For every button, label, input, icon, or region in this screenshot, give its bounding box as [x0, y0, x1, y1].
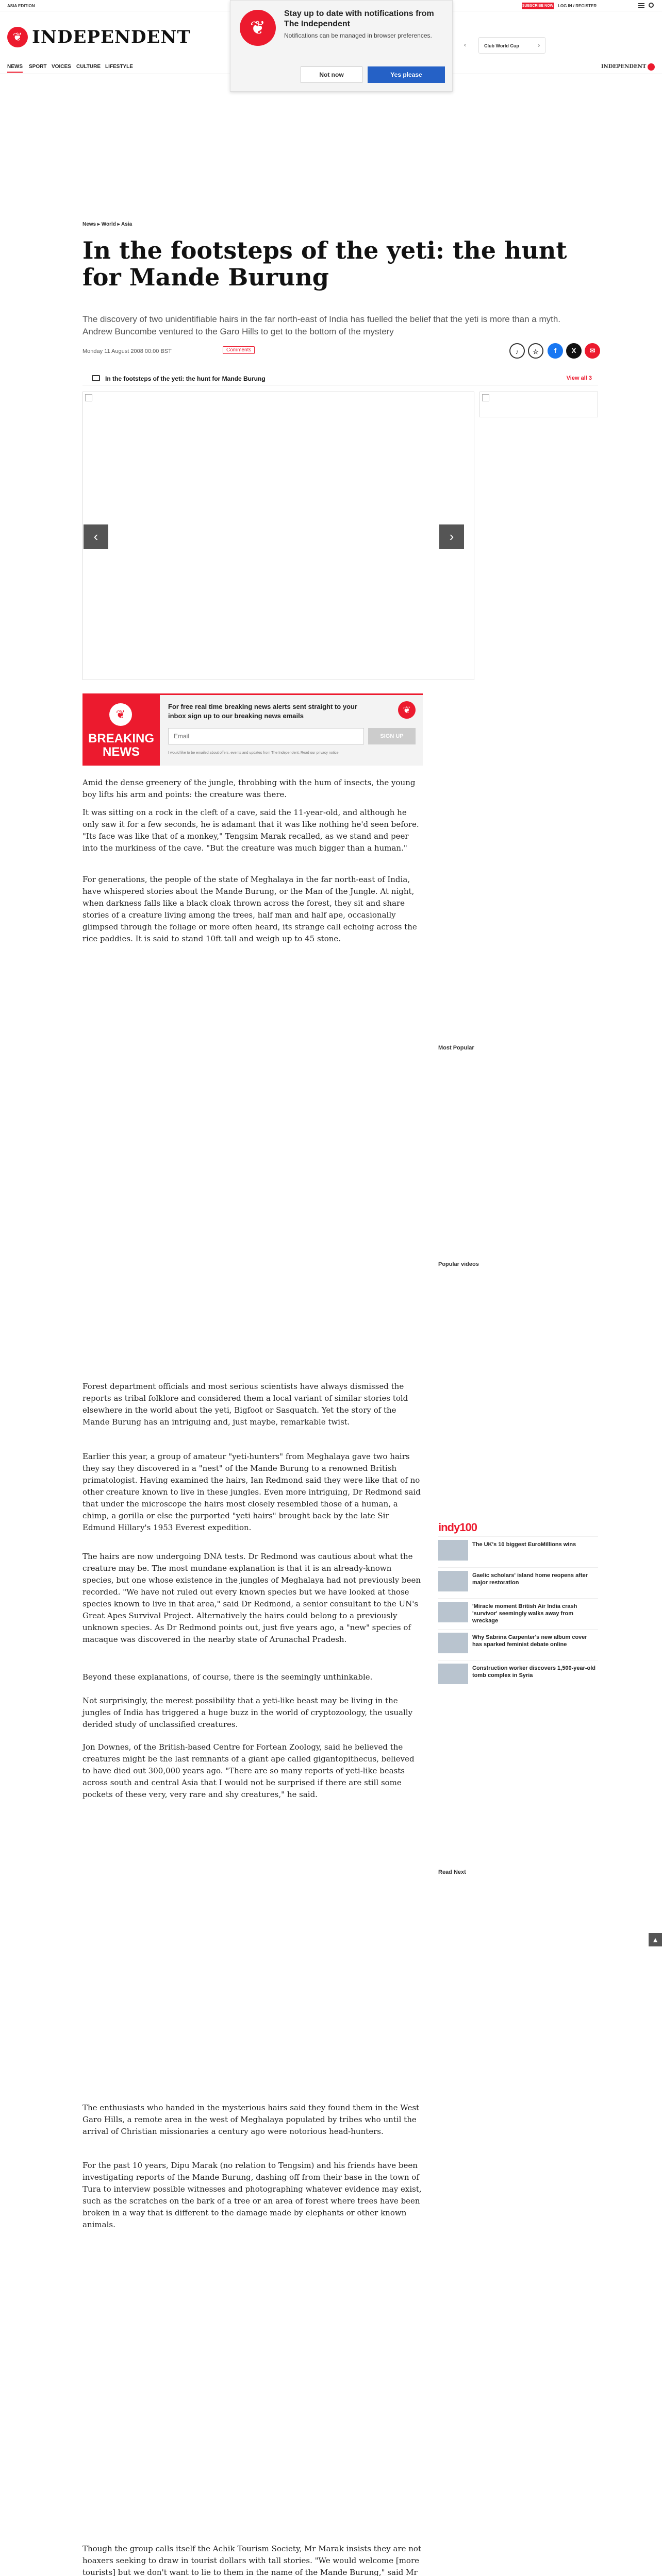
chevron-right-icon: ›: [538, 43, 540, 48]
gallery-prev-button[interactable]: ‹: [84, 524, 108, 549]
article-thumbnail: [438, 1602, 468, 1622]
gallery-main-image[interactable]: [82, 392, 474, 680]
list-item-title: Gaelic scholars' island home reopens after major restoration: [472, 1572, 588, 1586]
notification-body: Notifications can be managed in browser preferences.: [284, 32, 432, 39]
not-now-button[interactable]: Not now: [301, 66, 362, 83]
page-title: In the footsteps of the yeti: the hunt for Mande Burung: [82, 236, 567, 291]
eagle-logo-icon[interactable]: ❦: [7, 27, 28, 47]
subscribe-button[interactable]: SUBSCRIBE NOW: [522, 3, 554, 9]
feedback-icon[interactable]: ▲: [649, 1933, 662, 1946]
list-item[interactable]: [438, 1598, 598, 1625]
sticky-eagle-icon[interactable]: [648, 63, 655, 71]
body-paragraph: Not surprisingly, the merest possibility that a yeti-like beast may be living in the jungles of India has triggered a huge buzz in the world of cryptozoology, the usually derided study of unclassified creatures.: [82, 1696, 413, 1729]
list-item[interactable]: [438, 1536, 598, 1563]
facebook-share-icon[interactable]: f: [548, 343, 563, 359]
list-item[interactable]: [438, 1567, 598, 1594]
body-paragraph: Forest department officials and most serious scientists have always dismissed the reports as tribal folklore and considered them a local variant of similar stories told elsewhere in the world about the yeti, Bigfoot or Sasquatch. Yet the story of the Mande Burung has an intriguing and, just maybe, remarkable twist.: [82, 1382, 408, 1427]
indy100-logo[interactable]: [438, 1521, 477, 1534]
body-paragraph: Amid the dense greenery of the jungle, throbbing with the hum of insects, the young boy lifts his arm and points: the creature was there.: [82, 778, 416, 799]
notification-prompt: [230, 0, 453, 92]
body-paragraph: Though the group calls itself the Achik Tourism Society, Mr Marak insists they are not hoaxers seeking to draw in tourist dollars with tall stories. "We would welcome [more tourists] but we don't want to lie to them in the name of the Mande Burung," said Mr: [82, 2544, 421, 2576]
eagle-logo-icon: ❦: [109, 703, 132, 726]
gallery-title: In the footsteps of the yeti: the hunt for Mande Burung: [105, 375, 266, 382]
body-paragraph: Jon Downes, of the British-based Centre for Fortean Zoology, said he believed the creatures might be the last remnants of a giant ape called gigantopithecus, believed to have died out 300,000 years ago. "There are so many reports of yeti-like beasts across south and central Asia that I would not be surprised if there are still some pockets of these very, very rare and shy creatures," he said.: [82, 1742, 415, 1799]
gallery-thumbnail[interactable]: [479, 392, 598, 417]
search-icon[interactable]: [649, 3, 654, 8]
eagle-logo-icon: ❦: [398, 701, 416, 719]
article-thumbnail: [438, 1664, 468, 1684]
bookmark-icon[interactable]: ☆: [528, 343, 543, 359]
listen-icon[interactable]: ♪: [509, 343, 525, 359]
yes-please-button[interactable]: Yes please: [368, 66, 445, 83]
breadcrumb[interactable]: News ▸ World ▸ Asia: [82, 222, 133, 227]
signup-title: For free real time breaking news alerts sent straight to your inbox sign up to our breaking news emails: [168, 703, 357, 720]
body-paragraph: Beyond these explanations, of course, there is the seemingly unthinkable.: [82, 1672, 373, 1682]
broken-image-icon: [85, 394, 92, 401]
view-all-link[interactable]: View all 3: [566, 375, 592, 381]
body-paragraph: It was sitting on a rock in the cleft of a cave, said the 11-year-old, and although he only saw it for a few seconds, he is adamant that it was like nothing he'd seen before. "Its face was like that of a monkey," Tengsim Marak recalled, as we stand and peer into the murkiness of the cave. "But the creature was much bigger than a human.": [82, 808, 419, 853]
x-share-icon[interactable]: X: [566, 343, 582, 359]
standfirst: The discovery of two unidentifiable hairs in the far north-east of India has fuelled the belief that the yeti is more than a myth. Andrew Buncombe ventured to the Garo Hills to get to the bottom of the mystery: [82, 314, 561, 336]
list-item[interactable]: [438, 1660, 598, 1687]
body-paragraph: The enthusiasts who handed in the mysterious hairs said they found them in the West Garo Hills, a remote area in the west of Meghalaya populated by tribes who until the arrival of Christian missionaries a century ago were notorious head-hunters.: [82, 2103, 420, 2136]
body-paragraph: Earlier this year, a group of amateur "yeti-hunters" from Meghalaya gave two hairs they say they discovered in a "nest" of the Mande Burung to a renowned British primatologist. Having examined the hairs, Ian Redmond said they were like that of no other creature known to live in these jungles. Even more intriguing, Dr Redmond said that under the microscope the hairs most closely resembled those of a human, a chimp, a gorilla or else the purported "yeti hairs" brought back by the late Sir Edmund Hillary's 1953 Everest expedition.: [82, 1452, 421, 1532]
email-share-icon[interactable]: ✉: [585, 343, 600, 359]
publish-date: Monday 11 August 2008 00:00 BST: [82, 348, 172, 354]
sticky-logo[interactable]: INDEPENDENT: [601, 64, 647, 70]
list-item-title: The UK's 10 biggest EuroMillions wins: [472, 1541, 576, 1548]
nav-item-sport[interactable]: SPORT: [29, 64, 47, 70]
menu-icon[interactable]: [638, 3, 644, 8]
notification-title: Stay up to date with notifications from The Independent: [284, 9, 434, 28]
most-popular-heading: Most Popular: [438, 1045, 474, 1051]
nav-item-lifestyle[interactable]: LIFESTYLE: [105, 64, 133, 70]
breaking-news-badge: [82, 695, 160, 766]
world-cup-widget[interactable]: [478, 37, 545, 54]
popular-videos-heading: Popular videos: [438, 1261, 479, 1267]
article-thumbnail: [438, 1540, 468, 1561]
list-item[interactable]: [438, 1629, 598, 1656]
nav-item-voices[interactable]: VOICES: [52, 64, 71, 70]
login-link[interactable]: LOG IN / REGISTER: [558, 4, 597, 8]
signup-button[interactable]: SIGN UP: [368, 728, 416, 744]
edition-selector[interactable]: ASIA EDITION: [7, 4, 35, 8]
article-thumbnail: [438, 1633, 468, 1653]
gallery-header: [82, 373, 598, 385]
list-item-title: Construction worker discovers 1,500-year-old tomb complex in Syria: [472, 1665, 596, 1679]
chevron-left-icon[interactable]: ‹: [464, 41, 466, 48]
eagle-logo-icon: ❦: [240, 10, 276, 46]
breaking-news-label: BREAKING NEWS: [88, 732, 154, 759]
indy100-logo-number: 100: [459, 1521, 477, 1534]
world-cup-label: Club World Cup: [484, 43, 519, 48]
broken-image-icon: [482, 394, 489, 401]
article-thumbnail: [438, 1571, 468, 1591]
nav-item-culture[interactable]: CULTURE: [76, 64, 101, 70]
comments-link[interactable]: Comments: [223, 346, 255, 354]
signup-legal-text: I would like to be emailed about offers, events and updates from The Independent. Read our privacy notice: [168, 751, 339, 755]
gallery-next-button[interactable]: ›: [439, 524, 464, 549]
body-paragraph: For generations, the people of the state of Meghalaya in the far north-east of India, have whispered stories about the Mande Burung, or the Man of the Jungle. At night, when darkness falls like a black cloak thrown across the forest, they sit and share stories of a creature living among the trees, half man and half ape, occasionally glimpsed through the foliage or more often heard, its strange call echoing across the rice paddies. It is said to stand 10ft tall and weigh up to 45 stone.: [82, 875, 417, 943]
indy100-widget: [438, 1521, 598, 1711]
nav-item-news[interactable]: NEWS: [7, 64, 23, 73]
gallery-icon: [92, 375, 100, 381]
list-item-title: 'Miracle moment British Air India crash 'survivor' seemingly walks away from wreckage: [472, 1603, 577, 1624]
site-logo[interactable]: INDEPENDENT: [32, 27, 191, 47]
email-field[interactable]: [168, 728, 364, 744]
list-item-title: Why Sabrina Carpenter's new album cover has sparked feminist debate online: [472, 1634, 587, 1648]
indy100-logo-text: indy: [438, 1521, 460, 1534]
breaking-news-signup: [82, 693, 423, 766]
body-paragraph: For the past 10 years, Dipu Marak (no relation to Tengsim) and his friends have been investigating reports of the Mande Burung, dashing off from their base in the town of Tura to interview possible witnesses and photographing whatever evidence may exist, such as the scratches on the bark of a tree or an area of forest where trees have been broken in a way that is different to the damage made by elephants or other known animals.: [82, 2161, 422, 2229]
read-next-heading: Read Next: [438, 1869, 466, 1875]
body-paragraph: The hairs are now undergoing DNA tests. Dr Redmond was cautious about what the creature may be. The most mundane explanation is that it is an already-known species, but one whose existence in the jungles of Meghalaya had not previously been recorded. "We have not ruled out every known species but we have looked at those species known to live in that area," said Dr Redmond, a senior consultant to the UN's Great Apes Survival Project. Alternatively the hairs could belong to a previously unknown species. As Dr Redmond points out, just five years ago, a "new" species of macaque was discovered in the nearby state of Arunachal Pradesh.: [82, 1552, 421, 1644]
